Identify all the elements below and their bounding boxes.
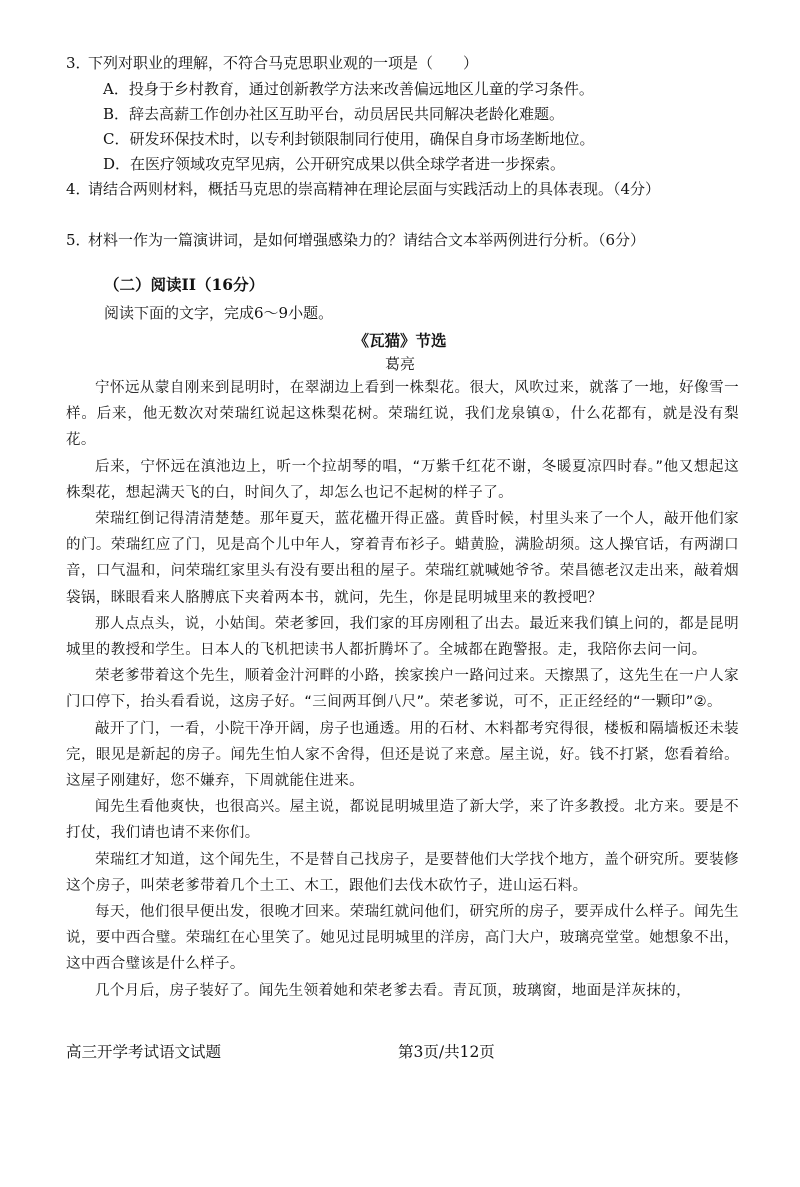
passage-body [66,375,739,1004]
paragraph: 荣老爹带着这个先生，顺着金汁河畔的小路，挨家挨户一路问过来。天擦黑了，这先生在一户人家门口停下，抬头看看说，这房子好。“三间两耳倒八尺”。荣老爹说，可不，正正经经的“一颗印”②。 [66,668,739,711]
option-a: A．投身于乡村教育，通过创新教学方法来改善偏远地区儿童的学习条件。 [103,80,594,98]
paragraph: 几个月后，房子装好了。闻先生领着她和荣老爹去看。青瓦顶，玻璃窗，地面是洋灰抹的， [95,982,691,999]
question-text: 下列对职业的理解，不符合马克思职业观的一项是（ ） [88,54,479,72]
paragraph: 敲开了门，一看，小院干净开阔，房子也通透。用的石材、木料都考究得很，楼板和隔墙板还未装完，眼见是新起的房子。闻先生怕人家不舍得，但还是说了来意。屋主说，好。钱不打紧，您看着给。这屋子刚建好，您不嫌弃，下周就能住进来。 [66,720,739,790]
question-number: 3． [66,54,91,72]
paragraph: 荣瑞红倒记得清清楚楚。那年夏天，蓝花楹开得正盛。黄昏时候，村里头来了一个人，敲开他们家的门。荣瑞红应了门，见是高个儿中年人，穿着青布衫子。蜡黄脸，满脸胡须。这人操官话，有两湖口音，口气温和，问荣瑞红家里头有没有要出租的屋子。荣瑞红就喊她爷爷。荣昌德老汉走出来，敲着烟袋锅，眯眼看来人胳膊底下夹着两本书，就问，先生，你是昆明城里来的教授吧？ [66,511,739,606]
section-heading: （二）阅读II（16分） [104,275,265,294]
passage-title: 《瓦猫》节选 [353,331,447,350]
section-instruction: 阅读下面的文字，完成6～9小题。 [104,304,334,322]
question-number: 5． [66,231,91,249]
question-3 [66,53,478,73]
paragraph: 荣瑞红才知道，这个闻先生，不是替自己找房子，是要替他们大学找个地方，盖个研究所。要装修这个房子，叫荣老爹带着几个土工、木工，跟他们去伐木砍竹子，进山运石料。 [66,851,739,894]
footer-page-number: 第3页/共12页 [398,1043,495,1061]
paragraph: 闻先生看他爽快，也很高兴。屋主说，都说昆明城里造了新大学，来了许多教授。北方来。要是不打仗，我们请也请不来你们。 [66,799,739,842]
option-d: D．在医疗领域攻克罕见病，公开研究成果以供全球学者进一步探索。 [103,155,566,173]
passage-author: 葛亮 [384,355,415,373]
question-text: 请结合两则材料，概括马克思的崇高精神在理论层面与实践活动上的具体表现。（4分） [88,180,661,198]
footer-exam-title: 高三开学考试语文试题 [66,1043,222,1061]
question-4 [66,179,660,199]
paragraph: 那人点点头，说，小姑闺。荣老爹回，我们家的耳房刚租了出去。最近来我们镇上问的，都是昆明城里的教授和学生。日本人的飞机把读书人都折腾坏了。全城都在跑警报。走，我陪你去问一问。 [66,615,739,659]
question-5 [66,230,645,250]
paragraph: 后来，宁怀远在滇池边上，听一个拉胡琴的唱，“万紫千红花不谢，冬暖夏凉四时春。”他又想起这株梨花，想起满天飞的白，时间久了，却怎么也记不起树的样子了。 [66,458,739,501]
option-b: B．辞去高薪工作创办社区互助平台，动员居民共同解决老龄化难题。 [103,105,565,123]
option-c: C．研发环保技术时，以专利封锁限制同行使用，确保自身市场垄断地位。 [103,130,595,148]
question-number: 4． [66,180,91,198]
paragraph: 每天，他们很早便出发，很晚才回来。荣瑞红就问他们，研究所的房子，要弄成什么样子。闻先生说，要中西合璧。荣瑞红在心里笑了。她见过昆明城里的洋房，高门大户，玻璃亮堂堂。她想象不出，这中西合璧该是什么样子。 [66,904,739,973]
paragraph: 宁怀远从蒙自刚来到昆明时，在翠湖边上看到一株梨花。很大，风吹过来，就落了一地，好像雪一样。后来，他无数次对荣瑞红说起这株梨花树。荣瑞红说，我们龙泉镇①，什么花都有，就是没有梨花。 [66,380,739,449]
question-text: 材料一作为一篇演讲词，是如何增强感染力的？请结合文本举两例进行分析。（6分） [88,231,646,249]
